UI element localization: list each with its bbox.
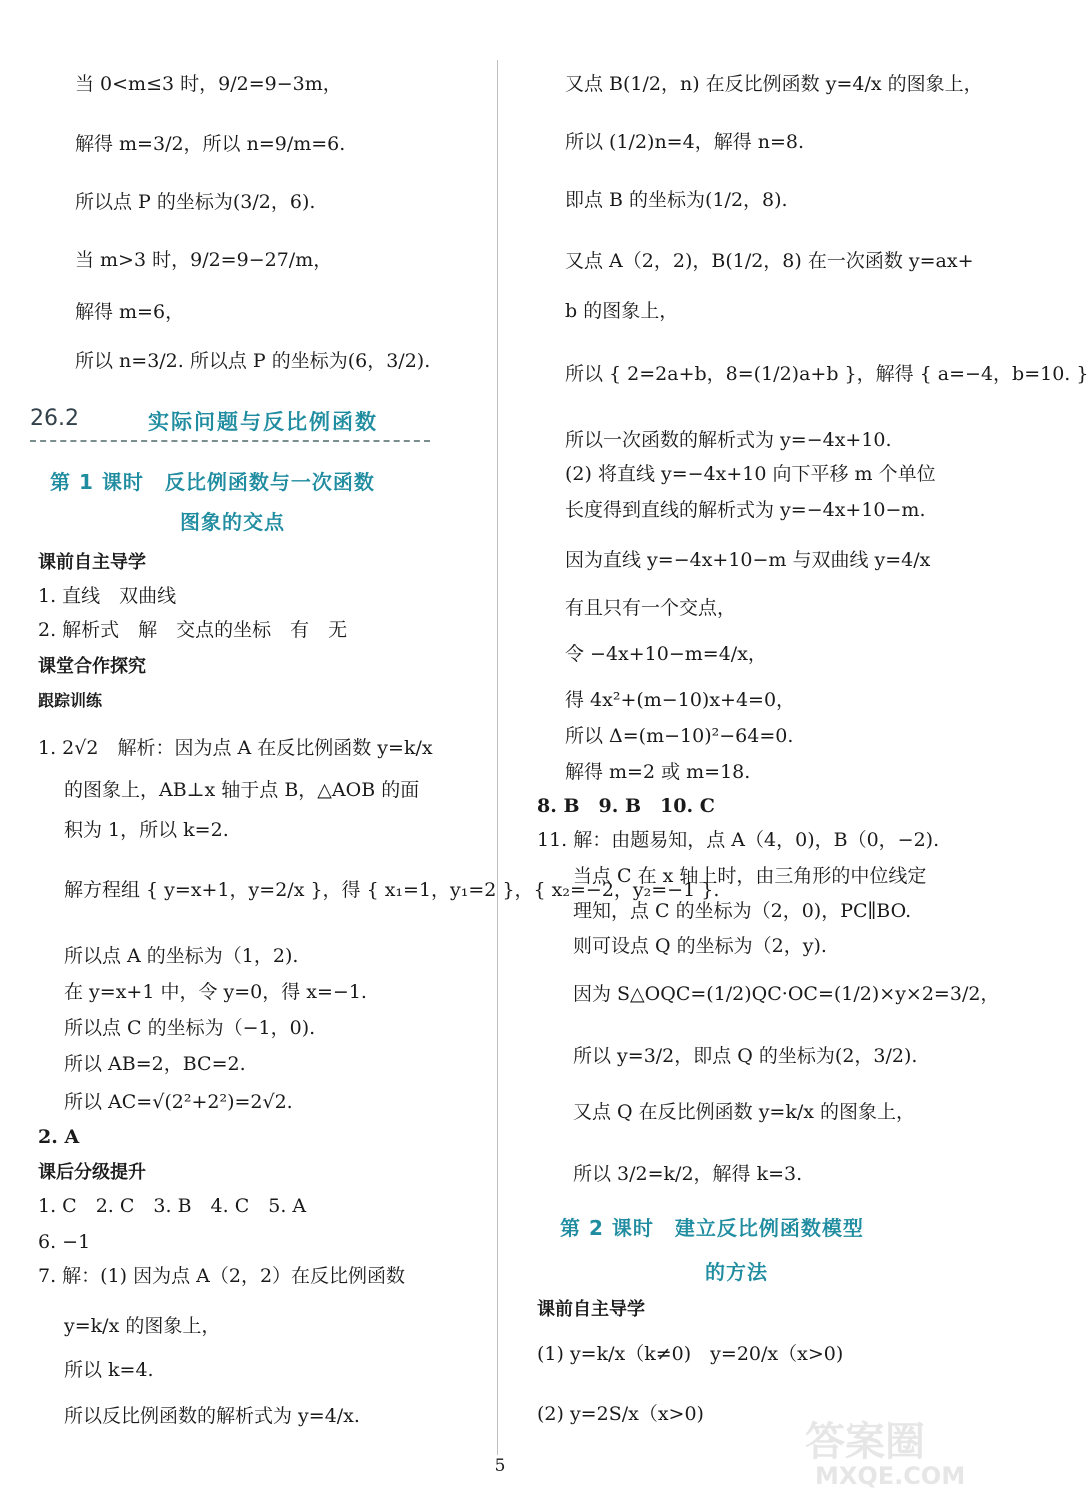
text-line: 因为直线 y=−4x+10−m 与双曲线 y=4/x (565, 549, 931, 571)
text-line: 2. A (38, 1126, 80, 1148)
text-line: 1. 2√2 解析：因为点 A 在反比例函数 y=k/x (38, 737, 433, 759)
list-item: 1. 直线 双曲线 (38, 585, 177, 607)
text-line: 的图象上，AB⊥x 轴于点 B，△AOB 的面 (64, 779, 420, 801)
text-line: (2) y=2S/x（x>0) (537, 1403, 704, 1425)
text-line: 又点 Q 在反比例函数 y=k/x 的图象上， (573, 1101, 916, 1123)
text-line: 当 0<m≤3 时，9/2=9−3m， (75, 73, 342, 95)
text-line: 7. 解：(1) 因为点 A（2，2）在反比例函数 (38, 1265, 406, 1287)
lesson-title-cont: 图象的交点 (180, 510, 285, 534)
text-line: 令 −4x+10−m=4/x， (565, 643, 767, 665)
text-line: 所以 3/2=k/2，解得 k=3. (573, 1163, 803, 1185)
text-line: 当 m>3 时，9/2=9−27/m， (75, 249, 333, 271)
text-line: 所以点 A 的坐标为（1，2). (64, 945, 299, 967)
text-line: (1) y=k/x（k≠0) y=20/x（x>0) (537, 1343, 844, 1365)
text-line: 6. −1 (38, 1231, 91, 1253)
text-line: 又点 A（2，2)，B(1/2，8) 在一次函数 y=ax+ (565, 250, 974, 272)
heading-preclass: 课前自主导学 (537, 1299, 645, 1320)
page-number: 5 (494, 1456, 506, 1476)
text-line: 长度得到直线的解析式为 y=−4x+10−m. (565, 499, 926, 521)
text-line: 积为 1，所以 k=2. (64, 819, 229, 841)
text-line: 在 y=x+1 中，令 y=0，得 x=−1. (64, 981, 367, 1003)
text-line: 所以点 P 的坐标为(3/2，6). (75, 191, 316, 213)
text-line: b 的图象上， (565, 300, 679, 322)
text-line: 所以一次函数的解析式为 y=−4x+10. (565, 429, 892, 451)
heading-inclass: 课堂合作探究 (38, 656, 146, 677)
text-line: 解方程组 { y=x+1，y=2/x }，得 { x₁=1，y₁=2 }，{ x₂=−2，y₂=−1 }. (64, 879, 720, 901)
text-line: 所以 AC=√(2²+2²)=2√2. (64, 1091, 293, 1113)
text-line: 所以 Δ=(m−10)²−64=0. (565, 725, 794, 747)
text-line: 8. B 9. B 10. C (537, 795, 715, 817)
section-number: 26.2 (30, 406, 79, 431)
text-line: 当点 C 在 x 轴上时，由三角形的中位线定 (573, 865, 927, 887)
heading-tracking: 跟踪训练 (38, 691, 103, 710)
text-line: 所以 y=3/2，即点 Q 的坐标为(2，3/2). (573, 1045, 918, 1067)
text-line: 解得 m=3/2，所以 n=9/m=6. (75, 133, 346, 155)
text-line: y=k/x 的图象上， (64, 1315, 221, 1337)
text-line: 11. 解：由题易知，点 A（4，0)，B（0，−2). (537, 829, 940, 851)
watermark-logo (805, 1410, 995, 1500)
text-line: 所以 (1/2)n=4，解得 n=8. (565, 131, 805, 153)
text-line: 所以 n=3/2. 所以点 P 的坐标为(6，3/2). (75, 350, 431, 372)
watermark-text: 答案圈 (805, 1419, 925, 1465)
text-line: 则可设点 Q 的坐标为（2，y). (573, 935, 827, 957)
text-line: 理知，点 C 的坐标为（2，0)，PC∥BO. (573, 900, 912, 922)
text-line: 又点 B(1/2，n) 在反比例函数 y=4/x 的图象上， (565, 73, 983, 95)
lesson-title-cont: 的方法 (705, 1260, 768, 1284)
lesson-title: 第 1 课时 反比例函数与一次函数 (50, 470, 375, 494)
heading-after: 课后分级提升 (38, 1162, 146, 1183)
text-line: 所以反比例函数的解析式为 y=4/x. (64, 1405, 360, 1427)
text-line: (2) 将直线 y=−4x+10 向下平移 m 个单位 (565, 463, 936, 485)
text-line: 有且只有一个交点， (565, 597, 737, 619)
text-line: 所以点 C 的坐标为（−1，0). (64, 1017, 316, 1039)
text-line: 所以 k=4. (64, 1359, 154, 1381)
text-line: 因为 S△OQC=(1/2)QC·OC=(1/2)×y×2=3/2， (573, 983, 1000, 1005)
list-item: 2. 解析式 解 交点的坐标 有 无 (38, 619, 348, 641)
text-line: 得 4x²+(m−10)x+4=0， (565, 689, 796, 711)
text-line: 解得 m=2 或 m=18. (565, 761, 751, 783)
lesson-title: 第 2 课时 建立反比例函数模型 (560, 1216, 864, 1240)
text-line: 1. C 2. C 3. B 4. C 5. A (38, 1195, 307, 1217)
text-line: 所以 AB=2，BC=2. (64, 1053, 246, 1075)
heading-preclass: 课前自主导学 (38, 552, 146, 573)
column-divider (497, 60, 498, 1455)
text-line: 所以 { 2=2a+b，8=(1/2)a+b }，解得 { a=−4，b=10. } (565, 363, 1088, 385)
text-line: 即点 B 的坐标为(1/2，8). (565, 189, 788, 211)
watermark-url: MXQE.COM (815, 1462, 966, 1490)
section-title: 实际问题与反比例函数 (148, 410, 378, 434)
section-heading (30, 404, 430, 442)
text-line: 解得 m=6， (75, 301, 185, 323)
